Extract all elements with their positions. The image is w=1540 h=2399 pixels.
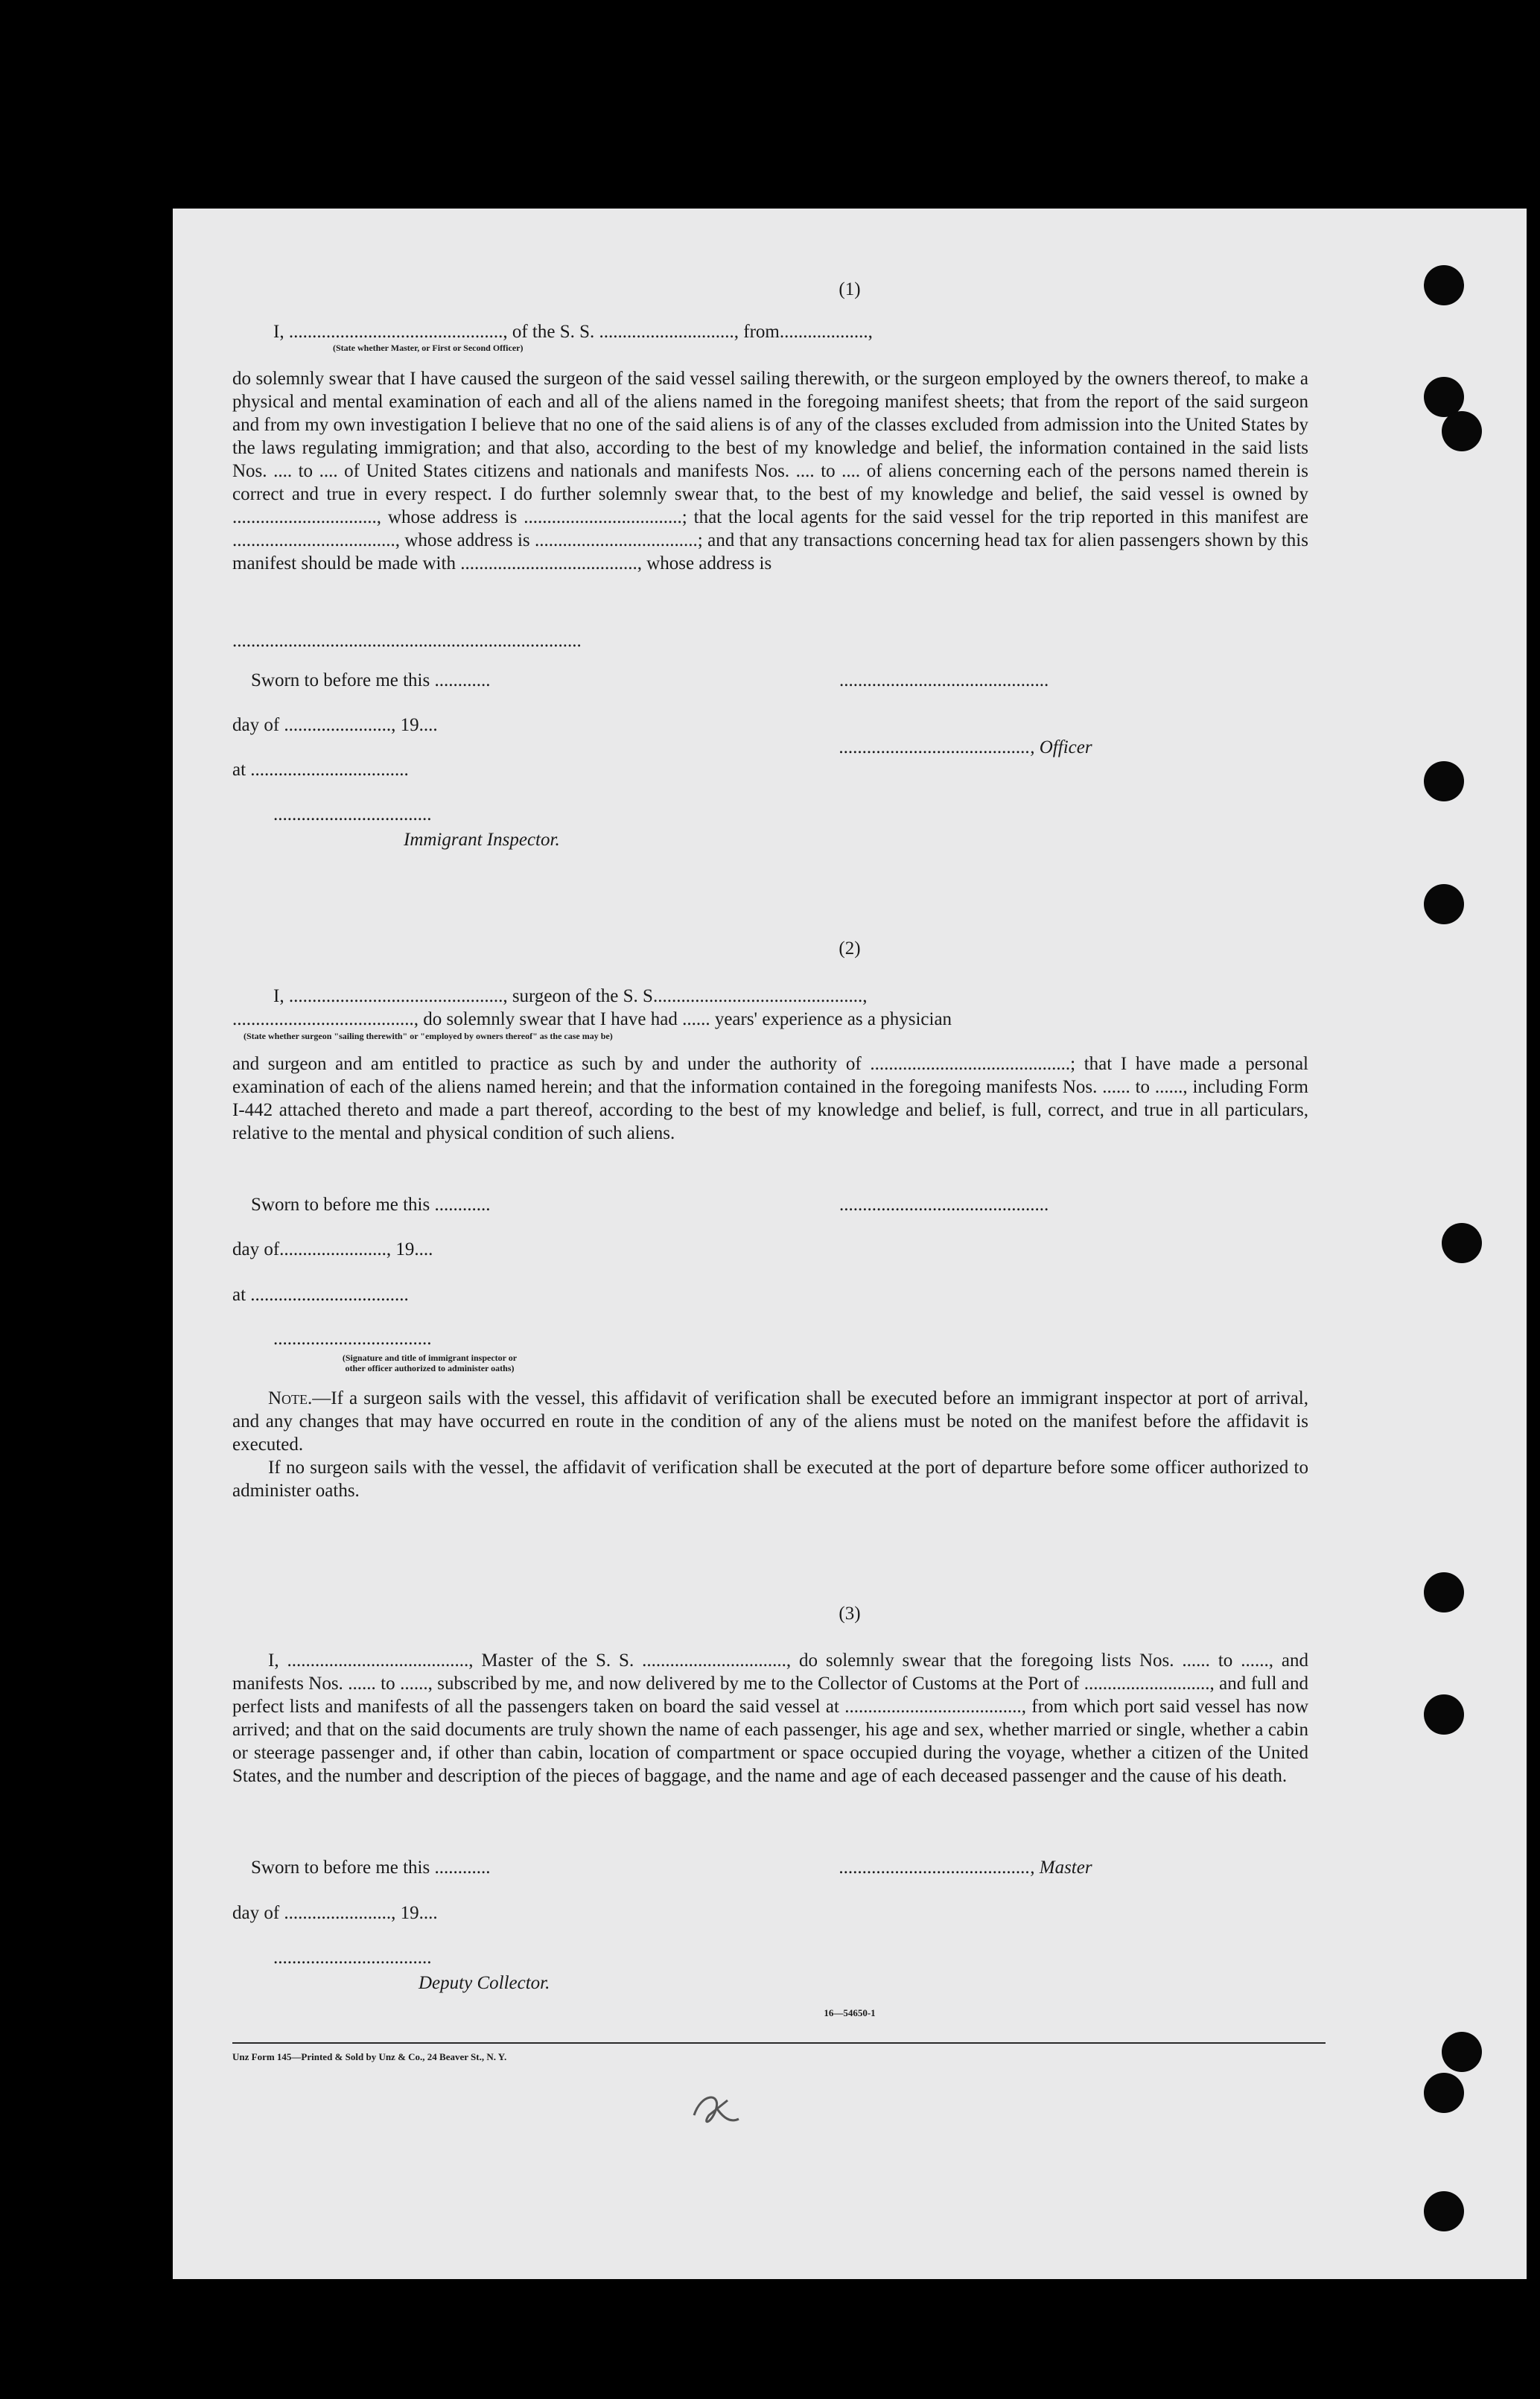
binder-hole-icon <box>1424 2073 1464 2113</box>
section-1-oath-line: I, .............................................., of the S. S. ............................., from..................., <box>273 322 873 342</box>
deputy-collector-label: Deputy Collector. <box>419 1973 550 1993</box>
section-2-number: (2) <box>839 938 861 959</box>
signature-note-line-2: other officer authorized to administer oaths) <box>345 1363 515 1373</box>
footer-rule <box>232 2042 1326 2044</box>
binder-hole-icon <box>1442 1223 1482 1263</box>
section-1-at: at .................................. <box>232 760 409 780</box>
binder-hole-icon <box>1442 411 1482 451</box>
section-2-sig-dots: .................................. <box>273 1329 432 1349</box>
section-3-number: (3) <box>839 1604 861 1624</box>
printer-footer: Unz Form 145—Printed & Sold by Unz & Co., 24 Beaver St., N. Y. <box>232 2051 507 2062</box>
note-label: Note. <box>268 1388 313 1408</box>
binder-hole-icon <box>1424 884 1464 924</box>
section-1-trailing-dots: ........................................................................... <box>232 631 582 651</box>
binder-hole-icon <box>1424 2191 1464 2231</box>
binder-hole-icon <box>1424 1694 1464 1735</box>
section-2-line-2: ......................................., do solemnly swear that I have had ...... years' experience as a physician <box>232 1009 952 1029</box>
binder-hole-icon <box>1424 265 1464 305</box>
note-block <box>232 1387 1308 1502</box>
section-1-officer-sig-line: ............................................. <box>839 670 1049 690</box>
form-number: 16—54650-1 <box>824 2007 876 2018</box>
section-2-body: and surgeon and am entitled to practice as such by and under the authority of ...........................................; that I have made a personal examination of each of the aliens named herein; and that the information contained in the foregoing manifests Nos. ...... to ......, including Form I-442 attached thereto and made a part thereof, according to the best of my knowledge and belief, is full, correct, and true in all particulars, relative to the mental and physical condition of such aliens. <box>232 1054 1308 1143</box>
section-2-line-1: I, .............................................., surgeon of the S. S............................................., <box>273 986 868 1006</box>
section-2-paragraph <box>232 1052 1308 1145</box>
note-text-2: If no surgeon sails with the vessel, the affidavit of verification shall be executed at the port of departure before some officer authorized to administer oaths. <box>232 1458 1308 1501</box>
section-3-sig-dots: .................................. <box>273 1948 432 1968</box>
section-1-paragraph <box>232 367 1308 575</box>
document-page <box>173 209 1527 2279</box>
section-3-day: day of ......................., 19.... <box>232 1903 438 1923</box>
section-2-sworn: Sworn to before me this ............ <box>251 1195 491 1215</box>
immigrant-inspector-label: Immigrant Inspector. <box>404 830 560 850</box>
section-1-day: day of ......................., 19.... <box>232 715 438 735</box>
section-1-sworn: Sworn to before me this ............ <box>251 670 491 690</box>
section-1-sig-dots: .................................. <box>273 804 432 824</box>
note-text-1: —If a surgeon sails with the vessel, this affidavit of verification shall be executed before an immigrant inspector at port of arrival, and any changes that may have occurred en route in the condition of any of the aliens must be noted on the manifest before the affidavit is executed. <box>232 1388 1308 1455</box>
section-2-at: at .................................. <box>232 1285 409 1305</box>
signature-note-line-1: (Signature and title of immigrant inspector or <box>342 1353 518 1363</box>
section-3-paragraph <box>232 1649 1308 1788</box>
section-2-day: day of......................., 19.... <box>232 1239 433 1259</box>
surgeon-note: (State whether surgeon "sailing therewith" or "employed by owners thereof" as the case may be) <box>244 1031 613 1041</box>
section-3-body: I, ......................................., Master of the S. S. ..............................., do solemnly swear that the foregoing lists Nos. ...... to ......, and manifests Nos. ...... to ......, subscribed by me, and now delivered by me to the Collector of Customs at the Port of ..........................., and full and perfect lists and manifests of all the passengers taken on board the said vessel at ......................................, from which port said vessel has now arrived; and that on the said documents are truly shown the name of each passenger, his age and sex, whether married or single, whether a cabin or steerage passenger and, if other than cabin, location of compartment or space occupied during the voyage, whether a citizen of the United States, and the number and description of the pieces of baggage, and the name and age of each deceased passenger and the cause of his death. <box>232 1650 1308 1786</box>
binder-hole-icon <box>1424 1572 1464 1612</box>
section-2-surgeon-sig-line: ............................................. <box>839 1195 1049 1215</box>
handwritten-mark-icon <box>687 2085 746 2138</box>
binder-hole-icon <box>1424 761 1464 801</box>
officer-note: (State whether Master, or First or Second Officer) <box>333 343 524 353</box>
section-1-officer-label: ........................................., Officer <box>839 737 1092 757</box>
master-label: ........................................., Master <box>839 1858 1092 1878</box>
binder-hole-icon <box>1442 2032 1482 2072</box>
section-1-body: do solemnly swear that I have caused the surgeon of the said vessel sailing therewith, or the surgeon employed by the owners thereof, to make a physical and mental examination of each and all of the aliens named in the foregoing manifest sheets; that from the report of the said surgeon and from my own investigation I believe that no one of the said aliens is of any of the classes excluded from admission into the United States by the laws regulating immigration; and that also, according to the best of my knowledge and belief, the information contained in the said lists Nos. .... to .... of United States citizens and nationals and manifests Nos. .... to .... of aliens concerning each of the persons named therein is correct and true in every respect. I do further solemnly swear that, to the best of my knowledge and belief, the said vessel is owned by ..............................., whose address is ..................................; that the local agents for the said vessel for the trip reported in this manifest are ..................................., whose address is ...................................; and that any transactions concerning head tax for alien passengers shown by this manifest should be made with ......................................, whose address is <box>232 369 1308 573</box>
section-3-sworn: Sworn to before me this ............ <box>251 1858 491 1878</box>
section-1-number: (1) <box>839 279 861 299</box>
note-paragraph-1 <box>232 1387 1308 1456</box>
